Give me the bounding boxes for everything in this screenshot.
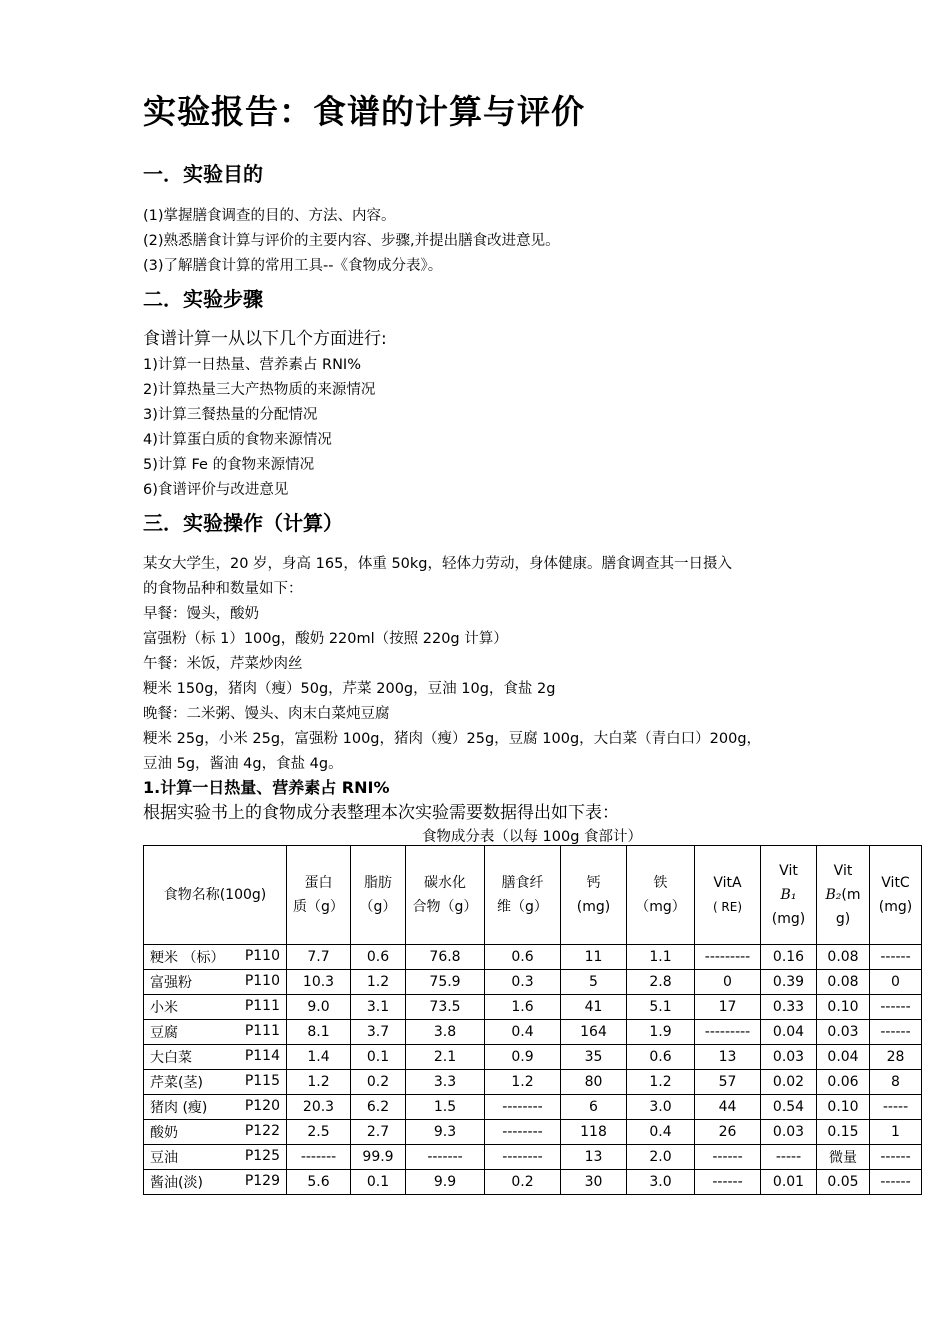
cell-vitb2: 0.08 — [817, 970, 870, 995]
purpose-item: (1)掌握膳食调查的目的、方法、内容。 — [143, 208, 396, 224]
cell-food-name — [144, 1145, 287, 1170]
cell-fiber: 0.9 — [485, 1045, 561, 1070]
cell-vitb2: 0.15 — [817, 1120, 870, 1145]
subsection-intro: 根据实验书上的食物成分表整理本次实验需要数据得出如下表： — [143, 803, 619, 823]
step-item: 5)计算 Fe 的食物来源情况 — [143, 457, 315, 473]
step-item: 3)计算三餐热量的分配情况 — [143, 407, 318, 423]
cell-carb: 75.9 — [406, 970, 485, 995]
cell-food-name — [144, 945, 287, 970]
header-name: 食物名称(100g) — [144, 846, 287, 945]
cell-carb: 1.5 — [406, 1095, 485, 1120]
cell-vita: 0 — [695, 970, 761, 995]
cell-vita: ------ — [695, 1145, 761, 1170]
cell-calcium: 41 — [561, 995, 627, 1020]
header-protein: 蛋白 质（g） — [287, 846, 351, 945]
cell-vita: ------ — [695, 1170, 761, 1195]
header-iron: 铁 （mg） — [627, 846, 695, 945]
cell-vitb2: 0.08 — [817, 945, 870, 970]
cell-vitb1: 0.16 — [761, 945, 817, 970]
cell-vita: 17 — [695, 995, 761, 1020]
operation-line: 晚餐：二米粥、馒头、肉末白菜炖豆腐 — [143, 706, 390, 722]
cell-protein: 10.3 — [287, 970, 351, 995]
cell-vitb1: 0.33 — [761, 995, 817, 1020]
food-page-ref: P114 — [244, 1048, 280, 1064]
cell-vitb2: 微量 — [817, 1145, 870, 1170]
food-page-ref: P110 — [244, 948, 280, 964]
cell-fat: 0.6 — [351, 945, 406, 970]
cell-vita: 13 — [695, 1045, 761, 1070]
table-row — [144, 995, 922, 1020]
cell-vita: --------- — [695, 1020, 761, 1045]
cell-vitc: 8 — [870, 1070, 922, 1095]
step-item: 4)计算蛋白质的食物来源情况 — [143, 432, 332, 448]
cell-protein: 9.0 — [287, 995, 351, 1020]
cell-vitb1: 0.03 — [761, 1120, 817, 1145]
purpose-item: (3)了解膳食计算的常用工具--《食物成分表》。 — [143, 258, 443, 274]
food-name: 酸奶 — [150, 1125, 178, 1141]
cell-protein: ------- — [287, 1145, 351, 1170]
cell-iron: 5.1 — [627, 995, 695, 1020]
step-item: 2)计算热量三大产热物质的来源情况 — [143, 382, 376, 398]
cell-protein: 1.4 — [287, 1045, 351, 1070]
cell-food-name — [144, 1070, 287, 1095]
document-title: 实验报告：食谱的计算与评价 — [143, 92, 585, 131]
cell-vitc: 0 — [870, 970, 922, 995]
food-page-ref: P125 — [244, 1148, 280, 1164]
food-page-ref: P111 — [244, 1023, 280, 1039]
table-row — [144, 1045, 922, 1070]
cell-protein: 2.5 — [287, 1120, 351, 1145]
cell-fiber: -------- — [485, 1120, 561, 1145]
cell-iron: 1.1 — [627, 945, 695, 970]
food-name: 富强粉 — [150, 975, 192, 991]
food-name: 酱油(淡) — [150, 1175, 203, 1191]
cell-vitc: 1 — [870, 1120, 922, 1145]
food-name: 芹菜(茎) — [150, 1075, 203, 1091]
cell-vita: 44 — [695, 1095, 761, 1120]
cell-protein: 5.6 — [287, 1170, 351, 1195]
step-item: 6)食谱评价与改进意见 — [143, 482, 289, 498]
food-page-ref: P122 — [244, 1123, 280, 1139]
cell-vitb2: 0.10 — [817, 1095, 870, 1120]
food-page-ref: P115 — [244, 1073, 280, 1089]
food-composition-table — [143, 845, 922, 1195]
cell-iron: 1.2 — [627, 1070, 695, 1095]
operation-line: 富强粉（标 1）100g，酸奶 220ml（按照 220g 计算） — [143, 631, 508, 647]
cell-calcium: 80 — [561, 1070, 627, 1095]
cell-vitc: ------ — [870, 1145, 922, 1170]
cell-fat: 6.2 — [351, 1095, 406, 1120]
food-name: 猪肉 (瘦) — [150, 1100, 208, 1116]
cell-fiber: 0.2 — [485, 1170, 561, 1195]
cell-iron: 3.0 — [627, 1095, 695, 1120]
cell-vitb2: 0.03 — [817, 1020, 870, 1045]
food-page-ref: P120 — [244, 1098, 280, 1114]
cell-food-name — [144, 1120, 287, 1145]
cell-vitc: ----- — [870, 1095, 922, 1120]
header-calcium: 钙 (mg) — [561, 846, 627, 945]
cell-carb: ------- — [406, 1145, 485, 1170]
cell-fiber: 0.6 — [485, 945, 561, 970]
cell-calcium: 5 — [561, 970, 627, 995]
cell-carb: 9.3 — [406, 1120, 485, 1145]
table-row — [144, 1145, 922, 1170]
operation-line: 早餐：馒头，酸奶 — [143, 606, 259, 622]
cell-fiber: 0.4 — [485, 1020, 561, 1045]
cell-fat: 1.2 — [351, 970, 406, 995]
steps-intro: 食谱计算一从以下几个方面进行: — [143, 329, 387, 349]
cell-food-name — [144, 970, 287, 995]
header-vitb2: Vit B₂(m g) — [817, 846, 870, 945]
cell-fiber: 1.6 — [485, 995, 561, 1020]
cell-food-name — [144, 1045, 287, 1070]
cell-vitb2: 0.05 — [817, 1170, 870, 1195]
cell-fat: 0.1 — [351, 1045, 406, 1070]
cell-vitb1: 0.02 — [761, 1070, 817, 1095]
cell-vitc: 28 — [870, 1045, 922, 1070]
cell-vitb2: 0.10 — [817, 995, 870, 1020]
operation-line: 的食物品种和数量如下： — [143, 581, 303, 597]
cell-vitc: ------ — [870, 995, 922, 1020]
table-header-row — [144, 846, 922, 945]
cell-fat: 99.9 — [351, 1145, 406, 1170]
cell-calcium: 13 — [561, 1145, 627, 1170]
section-heading-operation: 三．实验操作（计算） — [143, 511, 343, 535]
operation-line: 午餐：米饭，芹菜炒肉丝 — [143, 656, 303, 672]
cell-vitb1: 0.01 — [761, 1170, 817, 1195]
header-vita: VitA ( RE) — [695, 846, 761, 945]
header-vitb1: Vit B₁ (mg) — [761, 846, 817, 945]
cell-carb: 3.3 — [406, 1070, 485, 1095]
cell-fat: 0.1 — [351, 1170, 406, 1195]
table-row — [144, 1120, 922, 1145]
table-row — [144, 1095, 922, 1120]
cell-fat: 3.1 — [351, 995, 406, 1020]
table-row — [144, 1070, 922, 1095]
purpose-item: (2)熟悉膳食计算与评价的主要内容、步骤,并提出膳食改进意见。 — [143, 233, 560, 249]
section-heading-steps: 二．实验步骤 — [143, 287, 263, 311]
operation-line: 粳米 150g，猪肉（瘦）50g，芹菜 200g，豆油 10g，食盐 2g — [143, 681, 556, 697]
cell-food-name — [144, 1020, 287, 1045]
cell-calcium: 35 — [561, 1045, 627, 1070]
cell-fiber: -------- — [485, 1145, 561, 1170]
operation-line: 粳米 25g，小米 25g，富强粉 100g，猪肉（瘦）25g，豆腐 100g，大白菜（青白口）200g， — [143, 731, 762, 747]
cell-vitb1: 0.39 — [761, 970, 817, 995]
cell-carb: 9.9 — [406, 1170, 485, 1195]
cell-protein: 20.3 — [287, 1095, 351, 1120]
header-vitc: VitC (mg) — [870, 846, 922, 945]
cell-carb: 73.5 — [406, 995, 485, 1020]
cell-carb: 2.1 — [406, 1045, 485, 1070]
food-name: 大白菜 — [150, 1050, 192, 1066]
table-row — [144, 1020, 922, 1045]
cell-iron: 1.9 — [627, 1020, 695, 1045]
cell-fiber: 1.2 — [485, 1070, 561, 1095]
cell-calcium: 118 — [561, 1120, 627, 1145]
cell-calcium: 164 — [561, 1020, 627, 1045]
cell-fat: 2.7 — [351, 1120, 406, 1145]
operation-line: 豆油 5g，酱油 4g，食盐 4g。 — [143, 756, 343, 772]
table-caption: 食物成分表（以每 100g 食部计） — [421, 829, 643, 845]
cell-protein: 1.2 — [287, 1070, 351, 1095]
cell-fat: 3.7 — [351, 1020, 406, 1045]
food-name: 豆腐 — [150, 1025, 178, 1041]
header-carb: 碳水化 合物（g） — [406, 846, 485, 945]
cell-vitb2: 0.04 — [817, 1045, 870, 1070]
header-fat: 脂肪 （g） — [351, 846, 406, 945]
food-page-ref: P129 — [244, 1173, 280, 1189]
cell-food-name — [144, 1170, 287, 1195]
cell-vita: --------- — [695, 945, 761, 970]
food-page-ref: P111 — [244, 998, 280, 1014]
cell-food-name — [144, 1095, 287, 1120]
cell-vitb1: 0.03 — [761, 1045, 817, 1070]
cell-food-name — [144, 995, 287, 1020]
cell-iron: 0.6 — [627, 1045, 695, 1070]
cell-fat: 0.2 — [351, 1070, 406, 1095]
cell-vitb1: ----- — [761, 1145, 817, 1170]
table-row — [144, 970, 922, 995]
cell-fiber: 0.3 — [485, 970, 561, 995]
cell-vitc: ------ — [870, 1020, 922, 1045]
header-fiber: 膳食纤 维（g） — [485, 846, 561, 945]
cell-iron: 2.0 — [627, 1145, 695, 1170]
cell-fiber: -------- — [485, 1095, 561, 1120]
cell-vitb1: 0.54 — [761, 1095, 817, 1120]
food-name: 小米 — [150, 1000, 178, 1016]
step-item: 1)计算一日热量、营养素占 RNI% — [143, 357, 361, 373]
cell-carb: 3.8 — [406, 1020, 485, 1045]
section-heading-purpose: 一．实验目的 — [143, 162, 263, 186]
cell-protein: 7.7 — [287, 945, 351, 970]
cell-calcium: 30 — [561, 1170, 627, 1195]
cell-iron: 2.8 — [627, 970, 695, 995]
cell-iron: 0.4 — [627, 1120, 695, 1145]
cell-iron: 3.0 — [627, 1170, 695, 1195]
cell-calcium: 6 — [561, 1095, 627, 1120]
operation-line: 某女大学生，20 岁，身高 165，体重 50kg，轻体力劳动，身体健康。膳食调查其一日摄入 — [143, 556, 733, 572]
food-name: 粳米 （标） — [150, 950, 225, 966]
table-row — [144, 945, 922, 970]
cell-calcium: 11 — [561, 945, 627, 970]
table-row — [144, 1170, 922, 1195]
cell-vitc: ------ — [870, 1170, 922, 1195]
cell-vitc: ------ — [870, 945, 922, 970]
cell-protein: 8.1 — [287, 1020, 351, 1045]
subsection-heading: 1.计算一日热量、营养素占 RNI% — [143, 778, 390, 797]
food-name: 豆油 — [150, 1150, 178, 1166]
cell-vita: 57 — [695, 1070, 761, 1095]
cell-vita: 26 — [695, 1120, 761, 1145]
cell-vitb1: 0.04 — [761, 1020, 817, 1045]
cell-vitb2: 0.06 — [817, 1070, 870, 1095]
food-page-ref: P110 — [244, 973, 280, 989]
cell-carb: 76.8 — [406, 945, 485, 970]
